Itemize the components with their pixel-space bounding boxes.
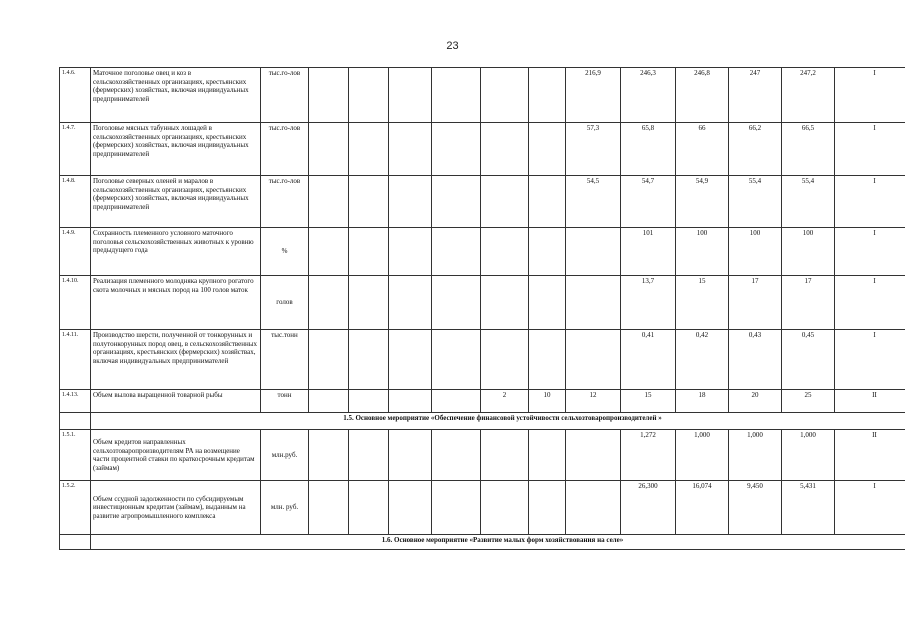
row-code: 1.4.6.: [60, 68, 91, 123]
value-cell: [349, 176, 389, 228]
unit-cell: голов: [261, 276, 309, 330]
value-cell: 247,2: [782, 68, 835, 123]
row-code: 1.5.2.: [60, 481, 91, 535]
value-cell: [349, 276, 389, 330]
value-cell: 12: [566, 390, 621, 413]
value-cell: [432, 68, 481, 123]
value-cell: [529, 330, 566, 390]
value-cell: 0,43: [729, 330, 782, 390]
value-cell: [309, 481, 349, 535]
value-cell: [309, 228, 349, 276]
table-row: [60, 123, 905, 176]
value-cell: [349, 68, 389, 123]
value-cell: 55,4: [782, 176, 835, 228]
value-cell: [481, 330, 529, 390]
table-row: [60, 68, 905, 123]
table-row: [60, 228, 905, 276]
value-cell: [481, 176, 529, 228]
table-row: [60, 390, 905, 413]
value-cell: [566, 430, 621, 481]
value-cell: [389, 68, 432, 123]
value-cell: I: [835, 330, 905, 390]
value-cell: 66,5: [782, 123, 835, 176]
value-cell: [389, 276, 432, 330]
value-cell: 247: [729, 68, 782, 123]
value-cell: I: [835, 228, 905, 276]
row-code: 1.4.7.: [60, 123, 91, 176]
value-cell: 54,5: [566, 176, 621, 228]
value-cell: [481, 481, 529, 535]
value-cell: 16,074: [676, 481, 729, 535]
value-cell: [432, 176, 481, 228]
value-cell: 10: [529, 390, 566, 413]
indicator-name: Объем вылова выращенной товарной рыбы: [91, 390, 261, 413]
value-cell: 0,45: [782, 330, 835, 390]
value-cell: [389, 176, 432, 228]
value-cell: I: [835, 68, 905, 123]
indicator-name: Объем кредитов направленных сельхозтоваропроизводителям РА на возмещение части процентной ставки по краткосрочным кредитам (займам): [91, 430, 261, 481]
unit-cell: тыс.тонн: [261, 330, 309, 390]
value-cell: 66,2: [729, 123, 782, 176]
row-code: 1.4.10.: [60, 276, 91, 330]
value-cell: [481, 68, 529, 123]
indicator-name: Поголовье северных оленей и маралов в сельскохозяйственных организациях, крестьянских (фермерских) хозяйствах, включая индивидуальных предпринимателей: [91, 176, 261, 228]
value-cell: 17: [729, 276, 782, 330]
value-cell: 55,4: [729, 176, 782, 228]
value-cell: 216,9: [566, 68, 621, 123]
section-title: 1.5. Основное мероприятие «Обеспечение финансовой устойчивости сельхозтоваропроизводителей »: [91, 413, 905, 430]
value-cell: [566, 330, 621, 390]
value-cell: [349, 123, 389, 176]
unit-cell: тыс.го-лов: [261, 123, 309, 176]
value-cell: 54,9: [676, 176, 729, 228]
value-cell: [309, 123, 349, 176]
value-cell: [432, 481, 481, 535]
value-cell: 26,300: [621, 481, 676, 535]
value-cell: [309, 68, 349, 123]
value-cell: 246,3: [621, 68, 676, 123]
table-row: [60, 481, 905, 535]
value-cell: [349, 390, 389, 413]
value-cell: [389, 123, 432, 176]
section-row: [60, 535, 905, 550]
unit-cell: тыс.го-лов: [261, 176, 309, 228]
indicators-table: [59, 67, 905, 550]
row-code: 1.4.8.: [60, 176, 91, 228]
value-cell: [389, 430, 432, 481]
indicator-name: Сохранность племенного условного маточного поголовья сельскохозяйственных животных к уровню предыдущего года: [91, 228, 261, 276]
value-cell: 18: [676, 390, 729, 413]
value-cell: [349, 430, 389, 481]
value-cell: 100: [782, 228, 835, 276]
value-cell: [481, 123, 529, 176]
value-cell: [566, 481, 621, 535]
value-cell: 54,7: [621, 176, 676, 228]
unit-cell: млн.руб.: [261, 430, 309, 481]
value-cell: 0,41: [621, 330, 676, 390]
value-cell: [481, 276, 529, 330]
value-cell: [481, 228, 529, 276]
value-cell: [566, 276, 621, 330]
row-code: 1.5.1.: [60, 430, 91, 481]
value-cell: [529, 430, 566, 481]
value-cell: 66: [676, 123, 729, 176]
value-cell: [432, 228, 481, 276]
value-cell: [309, 330, 349, 390]
indicator-name: Поголовье мясных табунных лошадей в сельскохозяйственных организациях, крестьянских (фермерских) хозяйствах, включая индивидуальных предпринимателей: [91, 123, 261, 176]
table-row: [60, 330, 905, 390]
value-cell: [529, 176, 566, 228]
section-row: [60, 413, 905, 430]
table-row: [60, 430, 905, 481]
value-cell: [529, 123, 566, 176]
table-row: [60, 276, 905, 330]
value-cell: 1,000: [676, 430, 729, 481]
table-row: [60, 176, 905, 228]
value-cell: [432, 330, 481, 390]
value-cell: [566, 228, 621, 276]
value-cell: 17: [782, 276, 835, 330]
value-cell: [529, 276, 566, 330]
value-cell: 9,450: [729, 481, 782, 535]
value-cell: [481, 430, 529, 481]
value-cell: [389, 330, 432, 390]
value-cell: [432, 276, 481, 330]
value-cell: [432, 430, 481, 481]
value-cell: 100: [676, 228, 729, 276]
value-cell: 1,000: [729, 430, 782, 481]
row-code: 1.4.13.: [60, 390, 91, 413]
value-cell: [309, 390, 349, 413]
value-cell: [309, 430, 349, 481]
indicator-name: Маточное поголовье овец и коз в сельскохозяйственных организациях, крестьянских (фермерских) хозяйствах, включая индивидуальных предпринимателей: [91, 68, 261, 123]
value-cell: 0,42: [676, 330, 729, 390]
value-cell: 246,8: [676, 68, 729, 123]
value-cell: [529, 481, 566, 535]
value-cell: [349, 228, 389, 276]
unit-cell: млн. руб.: [261, 481, 309, 535]
value-cell: I: [835, 481, 905, 535]
unit-cell: тонн: [261, 390, 309, 413]
value-cell: [389, 390, 432, 413]
value-cell: [432, 123, 481, 176]
value-cell: 1,000: [782, 430, 835, 481]
value-cell: I: [835, 123, 905, 176]
value-cell: 15: [621, 390, 676, 413]
value-cell: 2: [481, 390, 529, 413]
value-cell: 57,3: [566, 123, 621, 176]
value-cell: II: [835, 390, 905, 413]
value-cell: [389, 228, 432, 276]
indicator-name: Реализация племенного молодняка крупного рогатого скота молочных и мясных пород на 100 голов маток: [91, 276, 261, 330]
value-cell: 25: [782, 390, 835, 413]
value-cell: 65,8: [621, 123, 676, 176]
value-cell: 13,7: [621, 276, 676, 330]
value-cell: [529, 68, 566, 123]
unit-cell: тыс.го-лов: [261, 68, 309, 123]
unit-cell: %: [261, 228, 309, 276]
value-cell: II: [835, 430, 905, 481]
row-code: 1.4.11.: [60, 330, 91, 390]
value-cell: [349, 481, 389, 535]
indicator-name: Объем ссудной задолженности по субсидируемым инвестиционным кредитам (займам), выданным на развитие агропромышленного комплекса: [91, 481, 261, 535]
value-cell: 15: [676, 276, 729, 330]
value-cell: 20: [729, 390, 782, 413]
value-cell: 101: [621, 228, 676, 276]
value-cell: [309, 276, 349, 330]
value-cell: [309, 176, 349, 228]
row-code: [60, 535, 91, 550]
row-code: 1.4.9.: [60, 228, 91, 276]
value-cell: [529, 228, 566, 276]
value-cell: 100: [729, 228, 782, 276]
row-code: [60, 413, 91, 430]
value-cell: I: [835, 176, 905, 228]
value-cell: [389, 481, 432, 535]
value-cell: [349, 330, 389, 390]
section-title: 1.6. Основное мероприятие «Развитие малых форм хозяйствования на селе»: [91, 535, 905, 550]
indicator-name: Производство шерсти, полученной от тонкорунных и полутонкорунных пород овец, в сельскохозяйственных организациях, крестьянских (фермерских) хозяйствах, включая индивидуальных предпринимателей: [91, 330, 261, 390]
page-number: 23: [446, 40, 459, 52]
value-cell: 1,272: [621, 430, 676, 481]
value-cell: 5,431: [782, 481, 835, 535]
value-cell: I: [835, 276, 905, 330]
value-cell: [432, 390, 481, 413]
